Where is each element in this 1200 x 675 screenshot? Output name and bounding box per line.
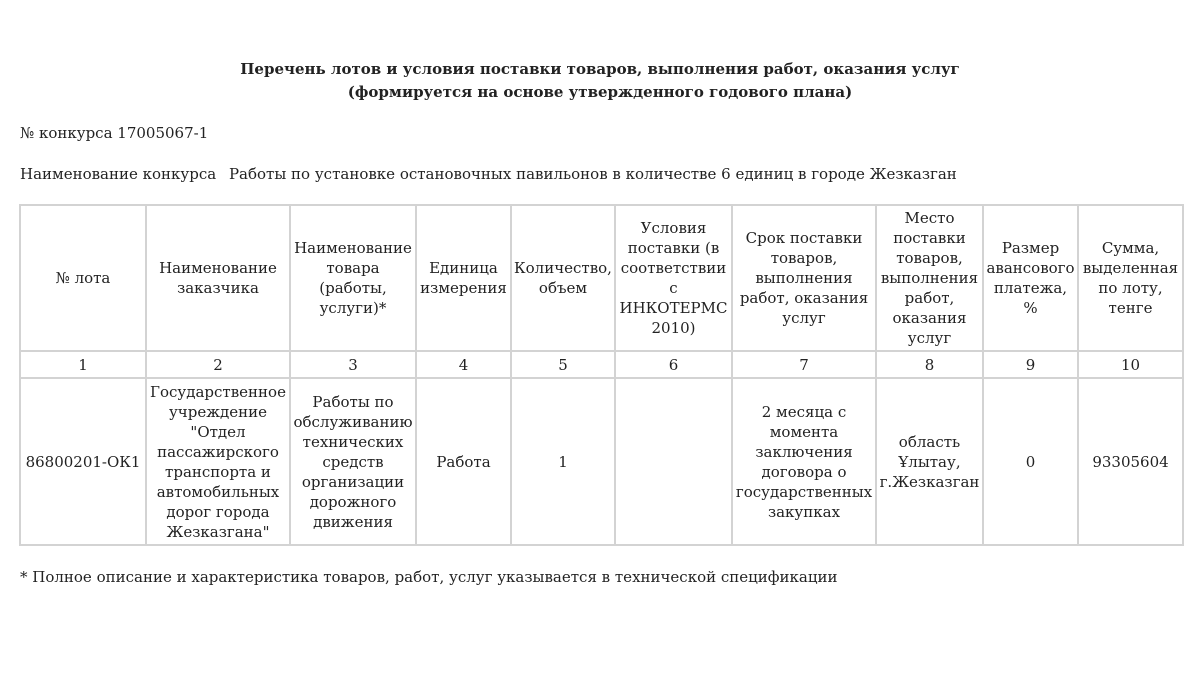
cell-item-name: Работы по обслуживанию технических средств организации дорожного движения	[290, 378, 416, 545]
header-delivery-period: Срок поставки товаров, выполнения работ, оказания услуг	[732, 205, 876, 351]
column-number: 6	[615, 351, 732, 378]
cell-unit: Работа	[416, 378, 511, 545]
header-customer-name: Наименование заказчика	[146, 205, 290, 351]
cell-lot-number: 86800201-ОК1	[20, 378, 146, 545]
header-delivery-place: Место поставки товаров, выполнения работ, оказания услуг	[876, 205, 983, 351]
cell-advance-payment: 0	[983, 378, 1078, 545]
contest-name-value: Работы по установке остановочных павильонов в количестве 6 единиц в городе Жезказган	[228, 165, 957, 183]
column-number: 5	[511, 351, 615, 378]
title-line-2: (формируется на основе утвержденного годового плана)	[347, 83, 853, 101]
contest-name-line	[20, 164, 1180, 184]
header-item-name: Наименование товара (работы, услуги)*	[290, 205, 416, 351]
contest-number: № конкурса 17005067-1	[20, 124, 209, 142]
cell-delivery-period: 2 месяца с момента заключения договора о государственных закупках	[732, 378, 876, 545]
contest-name-label: Наименование конкурса	[20, 165, 217, 183]
column-number: 4	[416, 351, 511, 378]
table-header-row	[20, 205, 1183, 351]
lots-table	[19, 204, 1184, 546]
column-number: 1	[20, 351, 146, 378]
column-number: 2	[146, 351, 290, 378]
column-number: 3	[290, 351, 416, 378]
cell-customer-name: Государственное учреждение "Отдел пассажирского транспорта и автомобильных дорог города Жезказгана"	[146, 378, 290, 545]
header-advance-payment: Размер авансового платежа, %	[983, 205, 1078, 351]
document-title	[0, 58, 1200, 104]
column-number: 8	[876, 351, 983, 378]
column-number: 10	[1078, 351, 1183, 378]
cell-delivery-place: область Ұлытау, г.Жезказган	[876, 378, 983, 545]
footnote: * Полное описание и характеристика товаров, работ, услуг указывается в технической спецификации	[20, 568, 838, 586]
table-column-numbers-row	[20, 351, 1183, 378]
header-quantity: Количество, объем	[511, 205, 615, 351]
column-number: 7	[732, 351, 876, 378]
header-unit: Единица измерения	[416, 205, 511, 351]
header-delivery-terms: Условия поставки (в соответствии с ИНКОТЕРМС 2010)	[615, 205, 732, 351]
header-lot-number: № лота	[20, 205, 146, 351]
column-number: 9	[983, 351, 1078, 378]
title-line-1: Перечень лотов и условия поставки товаров, выполнения работ, оказания услуг	[240, 60, 960, 78]
cell-lot-amount: 93305604	[1078, 378, 1183, 545]
cell-quantity: 1	[511, 378, 615, 545]
header-lot-amount: Сумма, выделенная по лоту, тенге	[1078, 205, 1183, 351]
table-row	[20, 378, 1183, 545]
cell-delivery-terms	[615, 378, 732, 545]
